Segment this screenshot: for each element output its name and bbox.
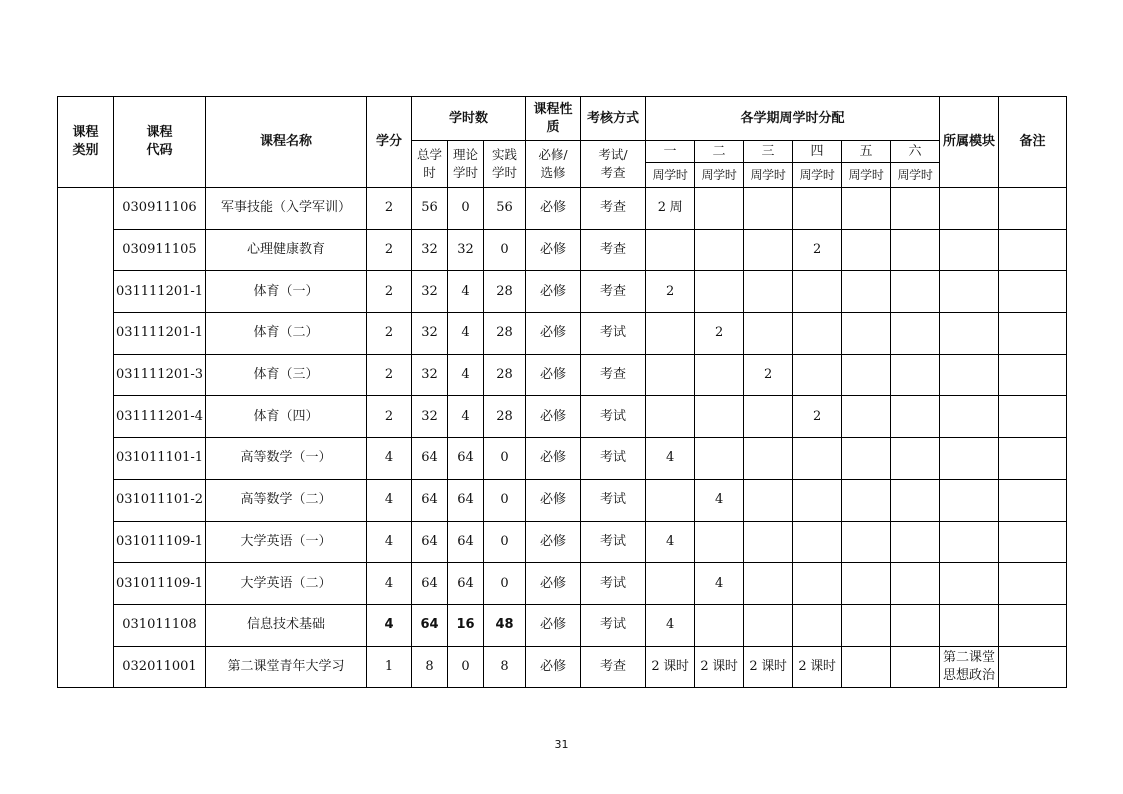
table-row bbox=[58, 313, 1067, 355]
nature-cell: 必修 bbox=[526, 188, 581, 230]
practice-hours-cell: 56 bbox=[484, 188, 526, 230]
practice-hours-cell: 28 bbox=[484, 396, 526, 438]
credits-cell: 2 bbox=[367, 188, 412, 230]
module-cell bbox=[940, 313, 999, 355]
nature-cell: 必修 bbox=[526, 646, 581, 688]
header-practice-hours: 实践 学时 bbox=[484, 141, 526, 188]
assessment-cell: 考试 bbox=[581, 604, 646, 646]
course-name-cell: 高等数学（一） bbox=[206, 438, 367, 480]
table-row bbox=[58, 438, 1067, 480]
header-category: 课程 类别 bbox=[58, 97, 114, 188]
table-row bbox=[58, 396, 1067, 438]
total-hours-cell: 64 bbox=[412, 438, 448, 480]
semester-1-cell bbox=[646, 229, 695, 271]
semester-3-cell bbox=[744, 563, 793, 605]
semester-5-cell bbox=[842, 479, 891, 521]
remarks-cell bbox=[999, 563, 1067, 605]
header-nature-group: 课程性 质 bbox=[526, 97, 581, 141]
semester-5-cell bbox=[842, 438, 891, 480]
practice-hours-cell: 28 bbox=[484, 313, 526, 355]
nature-cell: 必修 bbox=[526, 396, 581, 438]
remarks-cell bbox=[999, 271, 1067, 313]
semester-1-cell: 4 bbox=[646, 438, 695, 480]
theory-hours-cell: 0 bbox=[448, 188, 484, 230]
remarks-cell bbox=[999, 396, 1067, 438]
semester-1-cell bbox=[646, 479, 695, 521]
course-name-cell: 第二课堂青年大学习 bbox=[206, 646, 367, 688]
module-cell bbox=[940, 188, 999, 230]
semester-4-cell bbox=[793, 188, 842, 230]
course-name-cell: 体育（二） bbox=[206, 313, 367, 355]
course-code-cell: 030911106 bbox=[114, 188, 206, 230]
total-hours-cell: 56 bbox=[412, 188, 448, 230]
practice-hours-cell: 28 bbox=[484, 354, 526, 396]
total-hours-cell: 64 bbox=[412, 563, 448, 605]
total-hours-cell: 64 bbox=[412, 479, 448, 521]
table-row bbox=[58, 188, 1067, 230]
theory-hours-cell: 64 bbox=[448, 563, 484, 605]
total-hours-cell: 32 bbox=[412, 271, 448, 313]
course-code-cell: 031011109-1 bbox=[114, 563, 206, 605]
semester-2-cell: 2 课时 bbox=[695, 646, 744, 688]
semester-4-cell bbox=[793, 604, 842, 646]
module-cell bbox=[940, 271, 999, 313]
semester-1-cell: 2 周 bbox=[646, 188, 695, 230]
semester-6-cell bbox=[891, 188, 940, 230]
semester-2-cell bbox=[695, 188, 744, 230]
semester-4-cell: 2 bbox=[793, 396, 842, 438]
credits-cell: 4 bbox=[367, 438, 412, 480]
course-name-cell: 心理健康教育 bbox=[206, 229, 367, 271]
header-semester-group: 各学期周学时分配 bbox=[646, 97, 940, 141]
header-assessment-group: 考核方式 bbox=[581, 97, 646, 141]
credits-cell: 2 bbox=[367, 396, 412, 438]
practice-hours-cell: 0 bbox=[484, 438, 526, 480]
table-row bbox=[58, 521, 1067, 563]
header-semester-5: 五 bbox=[842, 141, 891, 163]
semester-3-cell bbox=[744, 396, 793, 438]
header-hours-group: 学时数 bbox=[412, 97, 526, 141]
header-module: 所属模块 bbox=[940, 97, 999, 188]
semester-1-cell: 2 bbox=[646, 271, 695, 313]
semester-3-cell bbox=[744, 521, 793, 563]
semester-6-cell bbox=[891, 646, 940, 688]
course-code-cell: 031111201-3 bbox=[114, 354, 206, 396]
theory-hours-cell: 64 bbox=[448, 521, 484, 563]
header-semester-3: 三 bbox=[744, 141, 793, 163]
semester-2-cell bbox=[695, 271, 744, 313]
practice-hours-cell: 28 bbox=[484, 271, 526, 313]
module-cell bbox=[940, 521, 999, 563]
table-row bbox=[58, 229, 1067, 271]
nature-cell: 必修 bbox=[526, 563, 581, 605]
nature-cell: 必修 bbox=[526, 229, 581, 271]
remarks-cell bbox=[999, 438, 1067, 480]
assessment-cell: 考试 bbox=[581, 521, 646, 563]
course-name-cell: 体育（一） bbox=[206, 271, 367, 313]
course-code-cell: 032011001 bbox=[114, 646, 206, 688]
semester-6-cell bbox=[891, 521, 940, 563]
semester-3-cell bbox=[744, 313, 793, 355]
semester-5-cell bbox=[842, 188, 891, 230]
semester-1-cell: 4 bbox=[646, 604, 695, 646]
assessment-cell: 考查 bbox=[581, 271, 646, 313]
module-cell bbox=[940, 604, 999, 646]
theory-hours-cell: 32 bbox=[448, 229, 484, 271]
semester-1-cell bbox=[646, 354, 695, 396]
header-remarks: 备注 bbox=[999, 97, 1067, 188]
semester-2-cell: 4 bbox=[695, 563, 744, 605]
header-weekly-unit: 周学时 bbox=[695, 163, 744, 188]
course-code-cell: 030911105 bbox=[114, 229, 206, 271]
semester-4-cell bbox=[793, 438, 842, 480]
course-name-cell: 军事技能（入学军训） bbox=[206, 188, 367, 230]
semester-5-cell bbox=[842, 354, 891, 396]
module-cell bbox=[940, 354, 999, 396]
module-cell bbox=[940, 396, 999, 438]
practice-hours-cell: 0 bbox=[484, 479, 526, 521]
module-cell bbox=[940, 563, 999, 605]
module-cell bbox=[940, 479, 999, 521]
semester-4-cell bbox=[793, 271, 842, 313]
semester-5-cell bbox=[842, 229, 891, 271]
semester-6-cell bbox=[891, 438, 940, 480]
table-row bbox=[58, 604, 1067, 646]
assessment-cell: 考试 bbox=[581, 438, 646, 480]
theory-hours-cell: 4 bbox=[448, 354, 484, 396]
course-code-cell: 031111201-1 bbox=[114, 313, 206, 355]
semester-3-cell bbox=[744, 271, 793, 313]
theory-hours-cell: 64 bbox=[448, 438, 484, 480]
semester-2-cell: 2 bbox=[695, 313, 744, 355]
header-weekly-unit: 周学时 bbox=[793, 163, 842, 188]
theory-hours-cell: 4 bbox=[448, 396, 484, 438]
theory-hours-cell: 0 bbox=[448, 646, 484, 688]
header-weekly-unit: 周学时 bbox=[891, 163, 940, 188]
nature-cell: 必修 bbox=[526, 438, 581, 480]
semester-6-cell bbox=[891, 229, 940, 271]
theory-hours-cell: 16 bbox=[448, 604, 484, 646]
remarks-cell bbox=[999, 229, 1067, 271]
assessment-cell: 考查 bbox=[581, 229, 646, 271]
practice-hours-cell: 0 bbox=[484, 521, 526, 563]
semester-2-cell bbox=[695, 229, 744, 271]
assessment-cell: 考查 bbox=[581, 646, 646, 688]
semester-3-cell bbox=[744, 479, 793, 521]
semester-4-cell bbox=[793, 354, 842, 396]
nature-cell: 必修 bbox=[526, 604, 581, 646]
theory-hours-cell: 4 bbox=[448, 313, 484, 355]
semester-1-cell bbox=[646, 313, 695, 355]
course-code-cell: 031111201-4 bbox=[114, 396, 206, 438]
header-weekly-unit: 周学时 bbox=[744, 163, 793, 188]
credits-cell: 1 bbox=[367, 646, 412, 688]
category-cell bbox=[58, 188, 114, 688]
assessment-cell: 考试 bbox=[581, 396, 646, 438]
semester-6-cell bbox=[891, 271, 940, 313]
remarks-cell bbox=[999, 646, 1067, 688]
credits-cell: 4 bbox=[367, 521, 412, 563]
course-name-cell: 体育（四） bbox=[206, 396, 367, 438]
assessment-cell: 考试 bbox=[581, 563, 646, 605]
semester-5-cell bbox=[842, 563, 891, 605]
total-hours-cell: 32 bbox=[412, 396, 448, 438]
credits-cell: 4 bbox=[367, 479, 412, 521]
practice-hours-cell: 8 bbox=[484, 646, 526, 688]
course-code-cell: 031111201-1 bbox=[114, 271, 206, 313]
table-row bbox=[58, 646, 1067, 688]
table-row bbox=[58, 271, 1067, 313]
semester-4-cell: 2 课时 bbox=[793, 646, 842, 688]
assessment-cell: 考试 bbox=[581, 479, 646, 521]
semester-6-cell bbox=[891, 396, 940, 438]
course-name-cell: 体育（三） bbox=[206, 354, 367, 396]
semester-3-cell bbox=[744, 604, 793, 646]
nature-cell: 必修 bbox=[526, 354, 581, 396]
header-semester-2: 二 bbox=[695, 141, 744, 163]
page-number: 31 bbox=[554, 738, 569, 751]
course-name-cell: 大学英语（二） bbox=[206, 563, 367, 605]
header-course-name: 课程名称 bbox=[206, 97, 367, 188]
semester-1-cell: 4 bbox=[646, 521, 695, 563]
assessment-cell: 考查 bbox=[581, 354, 646, 396]
semester-2-cell bbox=[695, 521, 744, 563]
module-cell bbox=[940, 229, 999, 271]
total-hours-cell: 64 bbox=[412, 521, 448, 563]
semester-2-cell bbox=[695, 438, 744, 480]
module-cell bbox=[940, 438, 999, 480]
semester-5-cell bbox=[842, 313, 891, 355]
total-hours-cell: 64 bbox=[412, 604, 448, 646]
curriculum-table bbox=[57, 96, 1067, 688]
module-cell: 第二课堂 思想政治 bbox=[940, 646, 999, 688]
semester-4-cell bbox=[793, 521, 842, 563]
header-semester-6: 六 bbox=[891, 141, 940, 163]
header-theory-hours: 理论 学时 bbox=[448, 141, 484, 188]
semester-3-cell bbox=[744, 229, 793, 271]
theory-hours-cell: 64 bbox=[448, 479, 484, 521]
semester-2-cell bbox=[695, 354, 744, 396]
course-name-cell: 高等数学（二） bbox=[206, 479, 367, 521]
semester-6-cell bbox=[891, 479, 940, 521]
nature-cell: 必修 bbox=[526, 521, 581, 563]
semester-5-cell bbox=[842, 604, 891, 646]
practice-hours-cell: 48 bbox=[484, 604, 526, 646]
semester-3-cell: 2 bbox=[744, 354, 793, 396]
semester-3-cell: 2 课时 bbox=[744, 646, 793, 688]
semester-2-cell bbox=[695, 604, 744, 646]
semester-6-cell bbox=[891, 354, 940, 396]
nature-cell: 必修 bbox=[526, 271, 581, 313]
course-code-cell: 031011101-1 bbox=[114, 438, 206, 480]
semester-4-cell bbox=[793, 313, 842, 355]
course-code-cell: 031011101-2 bbox=[114, 479, 206, 521]
table-row bbox=[58, 563, 1067, 605]
header-code: 课程 代码 bbox=[114, 97, 206, 188]
course-name-cell: 信息技术基础 bbox=[206, 604, 367, 646]
credits-cell: 2 bbox=[367, 313, 412, 355]
remarks-cell bbox=[999, 313, 1067, 355]
credits-cell: 2 bbox=[367, 271, 412, 313]
semester-6-cell bbox=[891, 604, 940, 646]
semester-5-cell bbox=[842, 521, 891, 563]
theory-hours-cell: 4 bbox=[448, 271, 484, 313]
remarks-cell bbox=[999, 354, 1067, 396]
practice-hours-cell: 0 bbox=[484, 563, 526, 605]
semester-4-cell bbox=[793, 479, 842, 521]
table-row bbox=[58, 479, 1067, 521]
semester-5-cell bbox=[842, 396, 891, 438]
semester-2-cell: 4 bbox=[695, 479, 744, 521]
semester-4-cell: 2 bbox=[793, 229, 842, 271]
header-weekly-unit: 周学时 bbox=[842, 163, 891, 188]
course-code-cell: 031011108 bbox=[114, 604, 206, 646]
semester-2-cell bbox=[695, 396, 744, 438]
header-credits: 学分 bbox=[367, 97, 412, 188]
remarks-cell bbox=[999, 521, 1067, 563]
nature-cell: 必修 bbox=[526, 479, 581, 521]
header-nature-options: 必修/ 选修 bbox=[526, 141, 581, 188]
semester-3-cell bbox=[744, 438, 793, 480]
remarks-cell bbox=[999, 479, 1067, 521]
semester-1-cell bbox=[646, 396, 695, 438]
semester-1-cell: 2 课时 bbox=[646, 646, 695, 688]
total-hours-cell: 32 bbox=[412, 354, 448, 396]
total-hours-cell: 32 bbox=[412, 313, 448, 355]
semester-3-cell bbox=[744, 188, 793, 230]
assessment-cell: 考查 bbox=[581, 188, 646, 230]
course-name-cell: 大学英语（一） bbox=[206, 521, 367, 563]
semester-6-cell bbox=[891, 563, 940, 605]
semester-5-cell bbox=[842, 271, 891, 313]
remarks-cell bbox=[999, 188, 1067, 230]
semester-6-cell bbox=[891, 313, 940, 355]
table-body bbox=[58, 188, 1067, 688]
nature-cell: 必修 bbox=[526, 313, 581, 355]
course-code-cell: 031011109-1 bbox=[114, 521, 206, 563]
header-total-hours: 总学 时 bbox=[412, 141, 448, 188]
semester-4-cell bbox=[793, 563, 842, 605]
credits-cell: 4 bbox=[367, 563, 412, 605]
semester-1-cell bbox=[646, 563, 695, 605]
header-weekly-unit: 周学时 bbox=[646, 163, 695, 188]
practice-hours-cell: 0 bbox=[484, 229, 526, 271]
total-hours-cell: 8 bbox=[412, 646, 448, 688]
total-hours-cell: 32 bbox=[412, 229, 448, 271]
assessment-cell: 考试 bbox=[581, 313, 646, 355]
table-row bbox=[58, 354, 1067, 396]
header-assessment-options: 考试/ 考查 bbox=[581, 141, 646, 188]
credits-cell: 2 bbox=[367, 354, 412, 396]
semester-5-cell bbox=[842, 646, 891, 688]
credits-cell: 4 bbox=[367, 604, 412, 646]
remarks-cell bbox=[999, 604, 1067, 646]
header-semester-4: 四 bbox=[793, 141, 842, 163]
credits-cell: 2 bbox=[367, 229, 412, 271]
header-semester-1: 一 bbox=[646, 141, 695, 163]
